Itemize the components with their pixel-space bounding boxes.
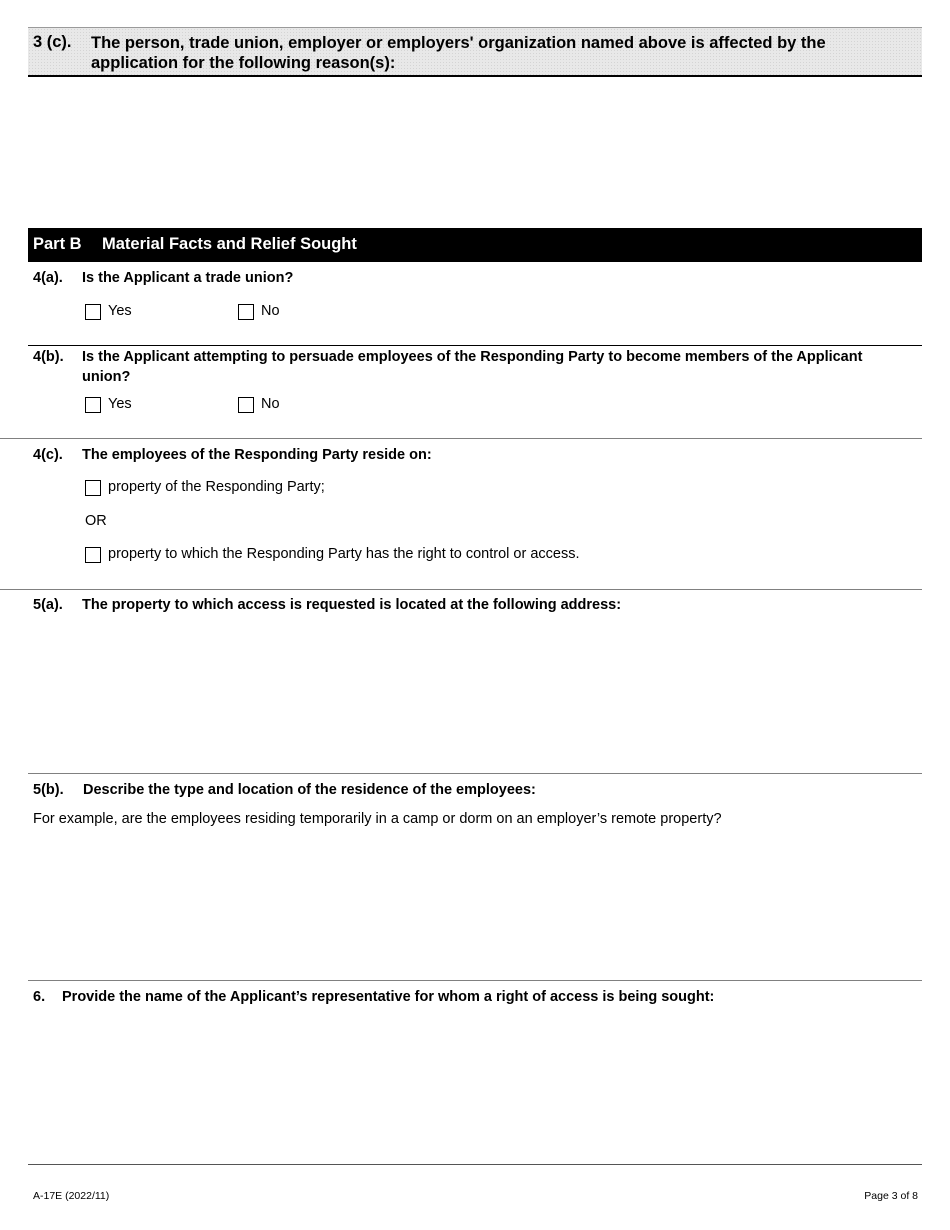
question-4b-number: 4(b).: [33, 349, 64, 365]
q4a-yes-label: Yes: [108, 303, 132, 319]
q4a-no-checkbox[interactable]: [238, 304, 254, 320]
footer-rule: [28, 1164, 922, 1165]
question-5a-number: 5(a).: [33, 597, 63, 613]
q4c-option-2-label: property to which the Responding Party has the right to control or access.: [108, 546, 580, 562]
question-5a-text: The property to which access is requested is located at the following address:: [82, 597, 622, 613]
question-4c-text: The employees of the Responding Party reside on:: [82, 447, 432, 463]
question-5b-hint: For example, are the employees residing temporarily in a camp or dorm on an employer’s remote property?: [33, 811, 722, 827]
q4c-option-1-label: property of the Responding Party;: [108, 479, 325, 495]
page-number: Page 3 of 8: [864, 1190, 918, 1202]
part-b-title: Material Facts and Relief Sought: [102, 235, 357, 253]
form-id: A-17E (2022/11): [33, 1190, 110, 1202]
q4c-or-label: OR: [85, 513, 107, 529]
answer-5a-area[interactable]: [28, 620, 922, 770]
q4b-yes-label: Yes: [108, 396, 132, 412]
q4b-no-label: No: [261, 396, 280, 412]
question-3c-number: 3 (c).: [33, 33, 72, 51]
q4b-yes-checkbox[interactable]: [85, 397, 101, 413]
part-b-label: Part B: [33, 235, 82, 253]
divider-6: [28, 980, 922, 981]
answer-3c-area[interactable]: [28, 80, 922, 225]
divider-5b: [28, 773, 922, 774]
answer-5b-area[interactable]: [28, 835, 922, 977]
answer-6-area[interactable]: [28, 1012, 922, 1160]
divider-4c: [0, 438, 922, 439]
question-4a-text: Is the Applicant a trade union?: [82, 270, 294, 286]
question-3c-text: The person, trade union, employer or employers' organization named above is affected by the application for the following reason(s):: [91, 34, 826, 72]
question-5b-number: 5(b).: [33, 782, 64, 798]
question-4a-number: 4(a).: [33, 270, 63, 286]
question-4b-text: Is the Applicant attempting to persuade employees of the Responding Party to become members of the Applicant union?: [82, 349, 863, 385]
q4c-option-1-checkbox[interactable]: [85, 480, 101, 496]
q4a-no-label: No: [261, 303, 280, 319]
divider-4b: [28, 345, 922, 346]
q4b-no-checkbox[interactable]: [238, 397, 254, 413]
question-5b-text: Describe the type and location of the residence of the employees:: [83, 782, 536, 798]
q4a-yes-checkbox[interactable]: [85, 304, 101, 320]
question-6-number: 6.: [33, 989, 46, 1005]
q4c-option-2-checkbox[interactable]: [85, 547, 101, 563]
question-6-text: Provide the name of the Applicant’s representative for whom a right of access is being sought:: [62, 989, 715, 1005]
question-4c-number: 4(c).: [33, 447, 63, 463]
divider-5a: [0, 589, 922, 590]
